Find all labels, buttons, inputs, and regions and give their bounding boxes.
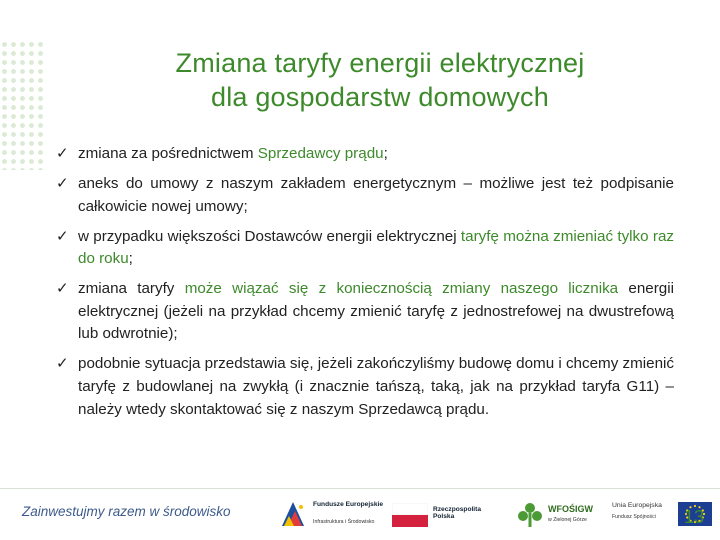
wf-logo-subtitle: w Zielonej Górze [548, 517, 587, 523]
decorative-dot-pattern [0, 40, 44, 170]
bullet-highlight-text: Sprzedawcy prądu [257, 145, 384, 162]
fe-emblem-icon [279, 499, 309, 529]
slide-title-line-1: Zmiana taryfy energii elektrycznej [175, 48, 585, 78]
check-icon: ✓ [56, 145, 69, 162]
rzeczpospolita-polska-logo [392, 497, 510, 531]
bullet-text: w przypadku większości Dostawców energii elektrycznej [78, 227, 461, 245]
bullet-list [56, 143, 674, 421]
bullet-item [56, 173, 674, 218]
wfosigw-logo [515, 497, 607, 531]
bullet-item [56, 278, 674, 346]
bullet-item [56, 226, 674, 271]
wfosigw-leaf-icon [515, 499, 545, 529]
fe-logo-subtitle: Infrastruktura i Środowisko [313, 519, 375, 525]
bullet-highlight-text: może wiązać się z koniecznością zmiany naszego licznika [184, 280, 619, 298]
footer-divider [0, 488, 720, 489]
bullet-text: ; [128, 250, 133, 268]
polish-flag-icon [392, 503, 428, 527]
ue-logo-subtitle: Fundusz Spójności [612, 514, 656, 520]
bullet-text: zmiana taryfy [78, 280, 185, 298]
check-icon: ✓ [56, 280, 69, 298]
bullet-text: ; [383, 145, 388, 162]
bullet-text: energii elektrycznej (jeżeli na przykład chcemy zmienić taryfę z jednostrefowej na dwustrefową lub odwrotnie); [78, 280, 675, 343]
pl-logo-title: Rzeczpospolita Polska [433, 506, 481, 521]
check-icon: ✓ [56, 355, 69, 373]
slide-title [60, 46, 700, 114]
bullet-item [56, 143, 674, 166]
wf-logo-title: WFOŚIGW [548, 504, 593, 514]
bullet-text: zmiana za pośrednictwem [78, 145, 258, 162]
fe-logo-title: Fundusze Europejskie [313, 501, 383, 508]
bullet-highlight-text: taryfę można zmieniać tylko raz do roku [78, 227, 674, 268]
bullet-text: aneks do umowy z naszym zakładem energetycznym – możliwe jest też podpisanie całkowicie nowej umowy; [78, 174, 674, 215]
slide-title-line-2: dla gospodarstw domowych [211, 82, 549, 112]
check-icon: ✓ [56, 227, 69, 245]
fundusze-europejskie-logo [279, 497, 389, 531]
footer-slogan: Zainwestujmy razem w środowisko [22, 504, 231, 519]
bullet-item [56, 353, 674, 421]
ue-logo-title: Unia Europejska [612, 502, 662, 509]
bullet-text: podobnie sytuacja przedstawia się, jeżeli zakończyliśmy budowę domu i chcemy zmienić taryfę z budowlanej na zwykłą (i znacznie tańszą, taką, jak na przykład taryfa G11) – należy wtedy skontaktować się z naszym Sprzedawcą prądu. [78, 355, 674, 418]
bullet-content [56, 143, 674, 428]
check-icon: ✓ [56, 174, 69, 192]
page-number: 13 [683, 507, 705, 527]
